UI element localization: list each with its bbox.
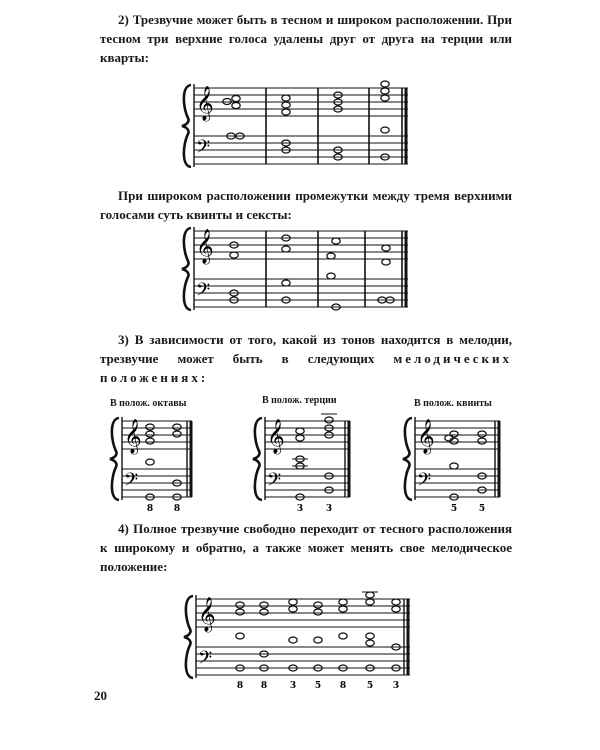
figure-label: 5 <box>314 681 322 691</box>
bass-clef-icon: 𝄢 <box>267 470 282 495</box>
staff-octave-position <box>110 417 192 514</box>
section2-para1: 2) Трезвучие может быть в тесном и широком расположении. При тесном три верхние голоса удалены друг от друга на терции или кварты: <box>100 12 512 65</box>
figure-label: 8 <box>339 681 347 691</box>
figure-label: 5 <box>450 504 458 514</box>
section4-para: 4) Полное трезвучие свободно переходит от тесного расположения к широкому и обратно, а также может менять свое мелодическое положение: <box>100 521 512 574</box>
section3-para-lead: 3) В зависимости от того, какой из тонов находится в мелодии, трезвучие может быть в следующих <box>100 332 512 366</box>
staff-fifth-position <box>403 417 500 514</box>
bass-clef-icon: 𝄢 <box>196 137 211 162</box>
bass-clef-icon: 𝄢 <box>417 470 432 495</box>
figure-label: 3 <box>289 681 297 691</box>
bass-clef-icon: 𝄢 <box>196 280 211 305</box>
bass-clef-icon: 𝄢 <box>124 470 139 495</box>
figure-label: 3 <box>325 504 333 514</box>
bass-clef-icon: 𝄢 <box>198 648 213 673</box>
caption-third: В полож. терции <box>262 395 337 406</box>
figure-label: 8 <box>260 681 268 691</box>
figure-label: 8 <box>236 681 244 691</box>
treble-clef-icon: 𝄞 <box>417 419 435 454</box>
section3-para <box>100 330 512 387</box>
treble-clef-icon: 𝄞 <box>196 86 214 121</box>
system-open-position <box>182 227 408 310</box>
treble-clef-icon: 𝄞 <box>124 419 142 454</box>
staff-third-position <box>253 414 350 514</box>
figure-label: 5 <box>366 681 374 691</box>
figure-label: 5 <box>478 504 486 514</box>
caption-octave: В полож. октавы <box>110 398 187 409</box>
page-number: 20 <box>94 688 107 703</box>
figure-label: 8 <box>146 504 154 514</box>
treble-clef-icon: 𝄞 <box>198 597 216 632</box>
treble-clef-icon: 𝄞 <box>196 229 214 264</box>
figure-label: 8 <box>173 504 181 514</box>
system-close-position <box>182 81 408 167</box>
figure-label: 3 <box>392 681 400 691</box>
system-progression <box>184 592 410 691</box>
caption-fifth: В полож. квинты <box>414 398 492 409</box>
figure-label: 3 <box>296 504 304 514</box>
section3-para-spaced: мелодических положениях: <box>100 351 512 385</box>
section2-para2: При широком расположении промежутки между тремя верхними голосами суть квинты и сексты: <box>100 188 512 222</box>
treble-clef-icon: 𝄞 <box>267 419 285 454</box>
